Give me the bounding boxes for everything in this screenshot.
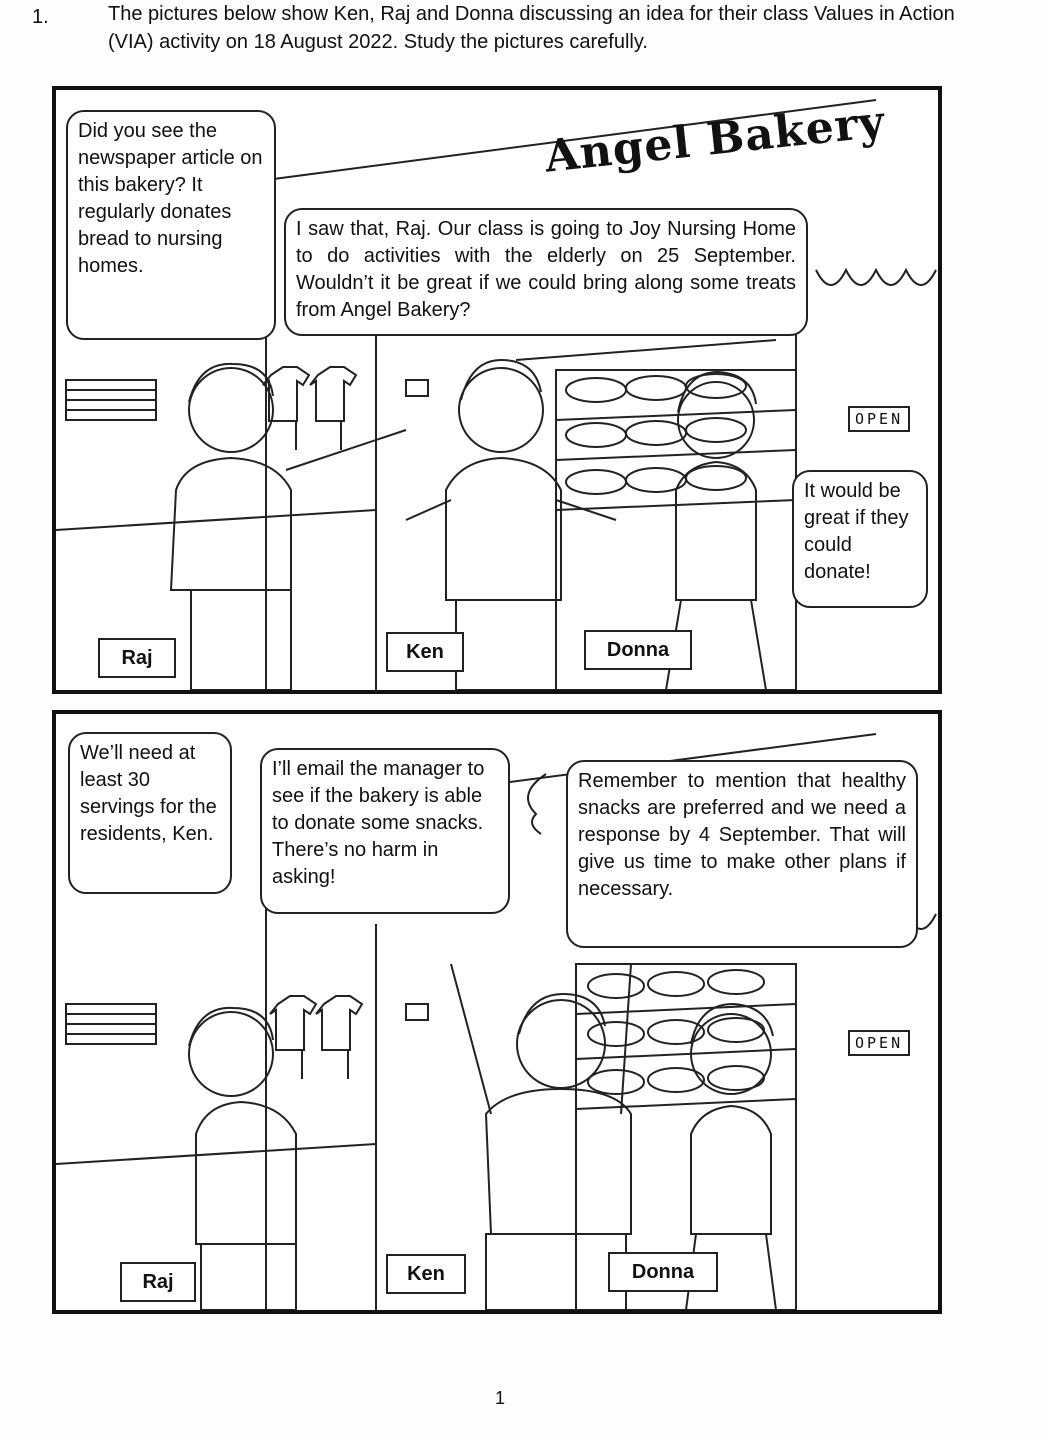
open-sign: OPEN bbox=[848, 1030, 910, 1056]
question-text: The pictures below show Ken, Raj and Donna discussing an idea for their class Values in Action (VIA) activity on 18 August 2022. Study the pictures carefully. bbox=[108, 3, 955, 53]
donna-name-label: Donna bbox=[584, 630, 692, 670]
open-sign: OPEN bbox=[848, 406, 910, 432]
donna-speech-bubble: Remember to mention that healthy snacks are preferred and we need a response by 4 September. That will give us time to make other plans if necessary. bbox=[566, 760, 918, 948]
ken-speech-bubble: I saw that, Raj. Our class is going to Joy Nursing Home to do activities with the elderly on 25 September. Wouldn’t it be great if we could bring along some treats from Angel Bakery? bbox=[284, 208, 808, 336]
raj-name-label: Raj bbox=[98, 638, 176, 678]
question-number: 1. bbox=[32, 6, 49, 28]
comic-panel-1 bbox=[52, 86, 942, 694]
ken-name-label: Ken bbox=[386, 1254, 466, 1294]
shop-sign: Angel Bakery bbox=[542, 96, 888, 183]
raj-speech-bubble: We’ll need at least 30 servings for the residents, Ken. bbox=[68, 732, 232, 894]
raj-name-label: Raj bbox=[120, 1262, 196, 1302]
raj-speech-bubble: Did you see the newspaper article on this bakery? It regularly donates bread to nursing homes. bbox=[66, 110, 276, 340]
donna-name-label: Donna bbox=[608, 1252, 718, 1292]
ken-name-label: Ken bbox=[386, 632, 464, 672]
page-number: 1 bbox=[494, 1388, 505, 1408]
donna-speech-bubble: It would be great if they could donate! bbox=[792, 470, 928, 608]
ken-speech-bubble: I’ll email the manager to see if the bakery is able to donate some snacks. There’s no harm in asking! bbox=[260, 748, 510, 914]
comic-panel-2 bbox=[52, 710, 942, 1314]
